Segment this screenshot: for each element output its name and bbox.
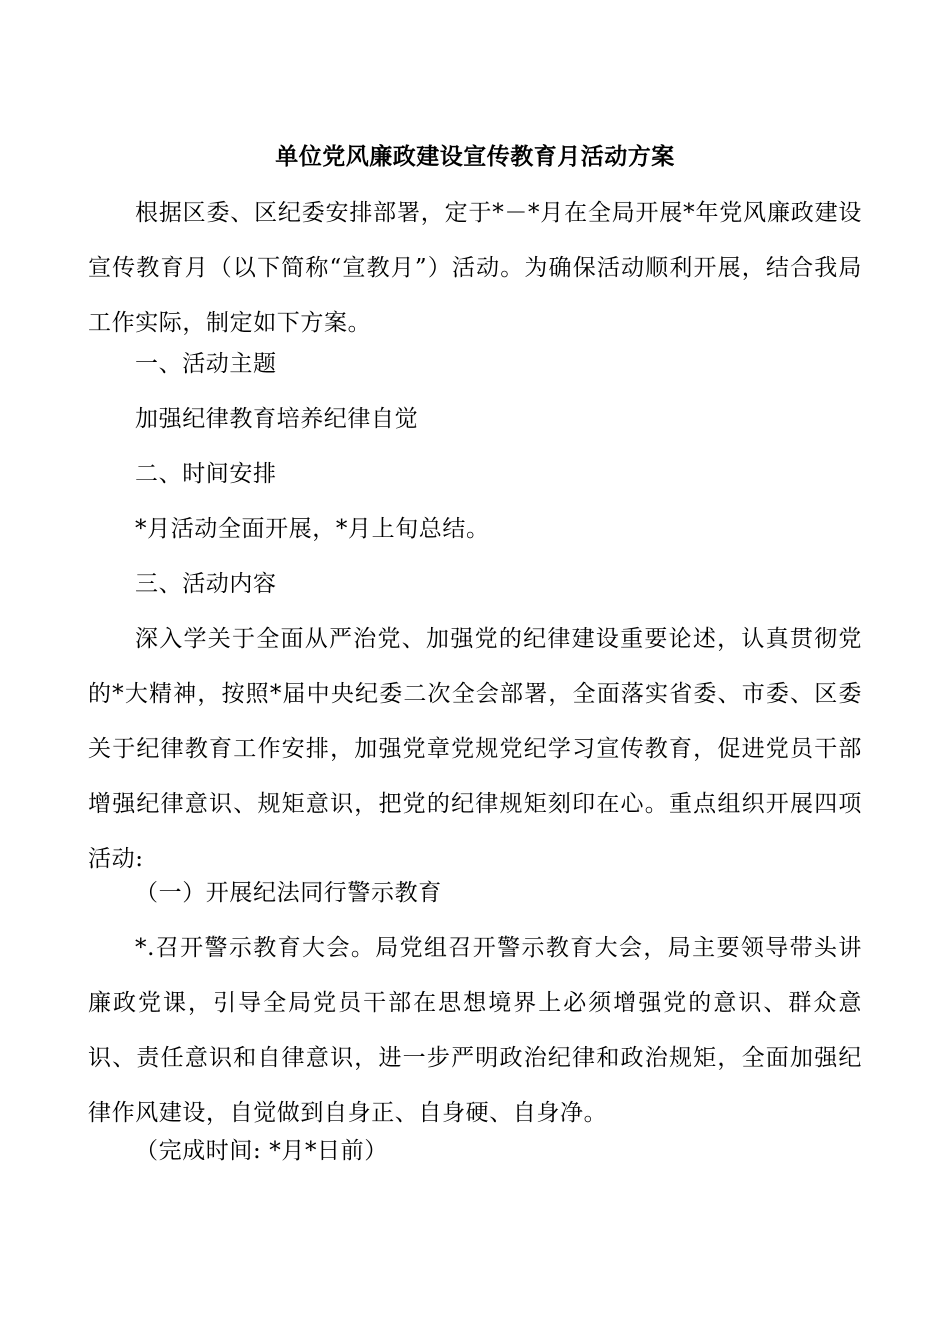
section3-paragraph: 深入学关于全面从严治党、加强党的纪律建设重要论述，认真贯彻党的*大精神，按照*届中央纪委二次全会部署，全面落实省委、市委、区委关于纪律教育工作安排，加强党章党规党纪学习宣传教育，促进党员干部增强纪律意识、规矩意识，把党的纪律规矩刻印在心。重点组织开展四项活动: <box>88 626 862 872</box>
item1-paragraph: *.召开警示教育大会。局党组召开警示教育大会，局主要领导带头讲廉政党课，引导全局党员干部在思想境界上必须增强党的意识、群众意识、责任意识和自律意识，进一步严明政治纪律和政治规矩，全面加强纪律作风建设，自觉做到自身正、自身硬、自身净。 <box>88 935 862 1126</box>
section3-heading: 三、活动内容 <box>135 571 277 597</box>
section2-text: *月活动全面开展，*月上旬总结。 <box>135 516 490 542</box>
section1-heading: 一、活动主题 <box>135 351 277 377</box>
section1-text: 加强纪律教育培养纪律自觉 <box>135 406 419 432</box>
intro-paragraph: 根据区委、区纪委安排部署，定于*－*月在全局开展*年党风廉政建设宣传教育月（以下简称“宣教月”）活动。为确保活动顺利开展，结合我局工作实际，制定如下方案。 <box>88 200 862 336</box>
subsection1-heading: （一）开展纪法同行警示教育 <box>135 880 442 906</box>
document-title: 单位党风廉政建设宣传教育月活动方案 <box>275 143 675 170</box>
item1-deadline: （完成时间: *月*日前） <box>135 1138 388 1164</box>
section2-heading: 二、时间安排 <box>135 461 277 487</box>
